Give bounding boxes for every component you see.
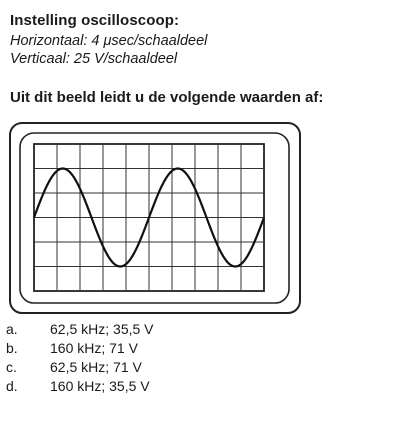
option-letter: c. [6, 359, 17, 375]
option-letter: d. [6, 378, 18, 394]
question-text: Uit dit beeld leidt u de volgende waarden af: [10, 89, 324, 106]
vertical-setting: Verticaal: 25 V/schaaldeel [10, 51, 178, 67]
option-text: 62,5 kHz; 71 V [50, 359, 142, 375]
horizontal-setting: Horizontaal: 4 μsec/schaaldeel [10, 33, 208, 49]
option-letter: b. [6, 340, 18, 356]
option-text: 160 kHz; 71 V [50, 340, 138, 356]
option-text: 62,5 kHz; 35,5 V [50, 321, 154, 337]
option-text: 160 kHz; 35,5 V [50, 378, 150, 394]
option-letter: a. [6, 321, 18, 337]
page-title: Instelling oscilloscoop: [10, 12, 180, 29]
